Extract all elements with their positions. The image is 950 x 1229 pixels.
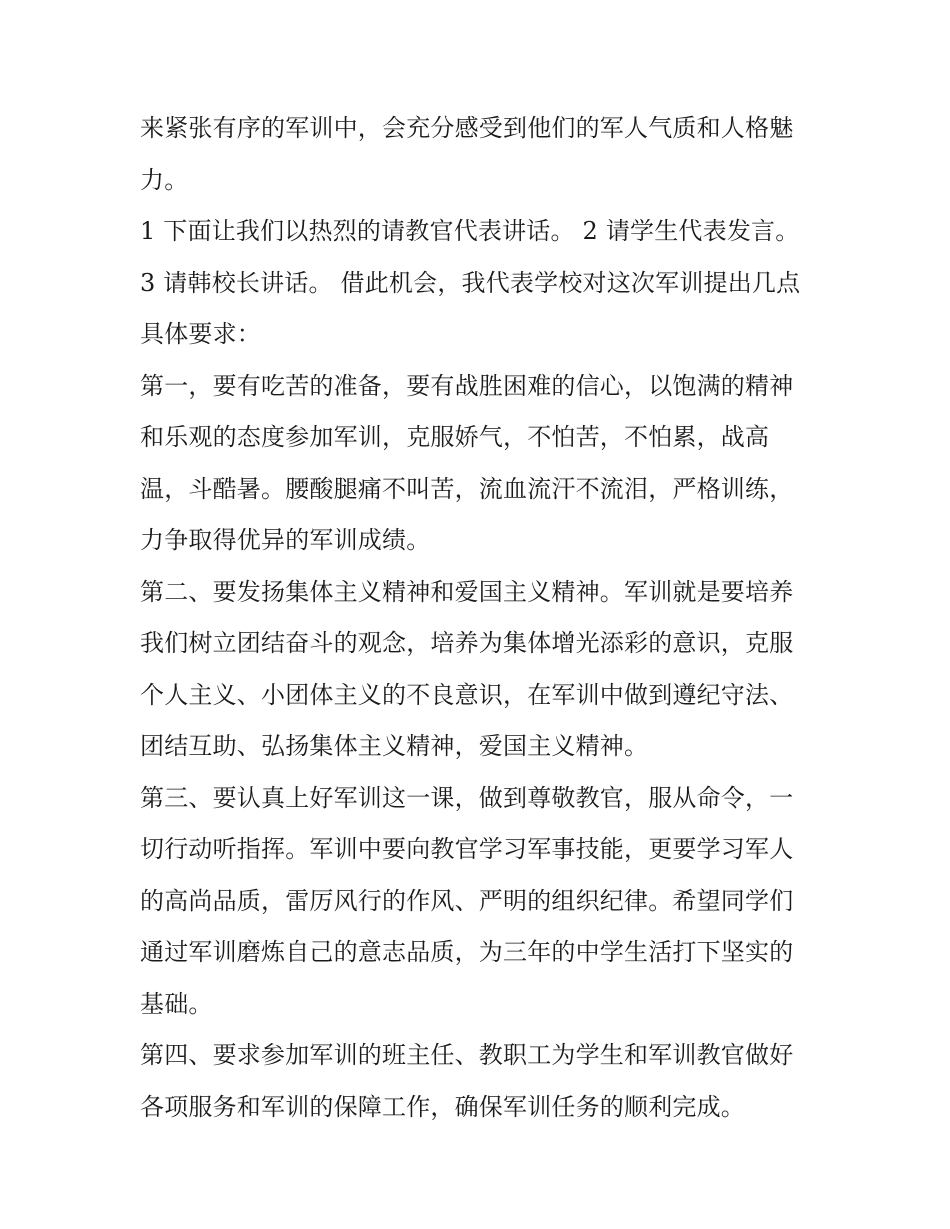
text-line: 通过军训磨炼自己的意志品质，为三年的中学生活打下坚实的	[140, 938, 794, 966]
text-line: 我们树立团结奋斗的观念，培养为集体增光添彩的意识，克服	[140, 629, 794, 657]
text-line: 基础。	[140, 989, 213, 1018]
text-line: 的高尚品质，雷厉风行的作风、严明的组织纪律。希望同学们	[140, 886, 794, 915]
text-line: 和乐观的态度参加军训，克服娇气，不怕苦，不怕累，战高	[140, 423, 770, 451]
text-line: 第一，要有吃苦的准备，要有战胜困难的信心，以饱满的精神	[140, 371, 794, 400]
text-line: 第二、要发扬集体主义精神和爱国主义精神。军训就是要培养	[140, 577, 794, 606]
text-line: 切行动听指挥。军训中要向教官学习军事技能，更要学习军人	[140, 835, 794, 863]
text-line: 3 请韩校长讲话。 借此机会，我代表学校对这次军训提出几点	[140, 268, 801, 297]
text-line: 个人主义、小团体主义的不良意识，在军训中做到遵纪守法、	[140, 680, 794, 709]
text-line: 第四、要求参加军训的班主任、教职工为学生和军训教官做好	[140, 1041, 794, 1069]
text-line: 第三、要认真上好军训这一课，做到尊敬教官，服从命令，一	[140, 783, 794, 812]
text-line: 1 下面让我们以热烈的请教官代表讲话。 2 请学生代表发言。	[140, 217, 800, 245]
text-line: 各项服务和军训的保障工作，确保军训任务的顺利完成。	[140, 1092, 745, 1121]
document-body	[140, 103, 820, 1133]
text-line: 来紧张有序的军训中，会充分感受到他们的军人气质和人格魅	[140, 114, 794, 142]
text-line: 力。	[140, 165, 189, 194]
text-line: 力争取得优异的军训成绩。	[140, 526, 431, 554]
text-line: 温，斗酷暑。腰酸腿痛不叫苦，流血流汗不流泪，严格训练，	[140, 474, 794, 503]
text-line: 团结互助、弘扬集体主义精神，爱国主义精神。	[140, 732, 649, 760]
text-line: 具体要求：	[140, 320, 261, 348]
